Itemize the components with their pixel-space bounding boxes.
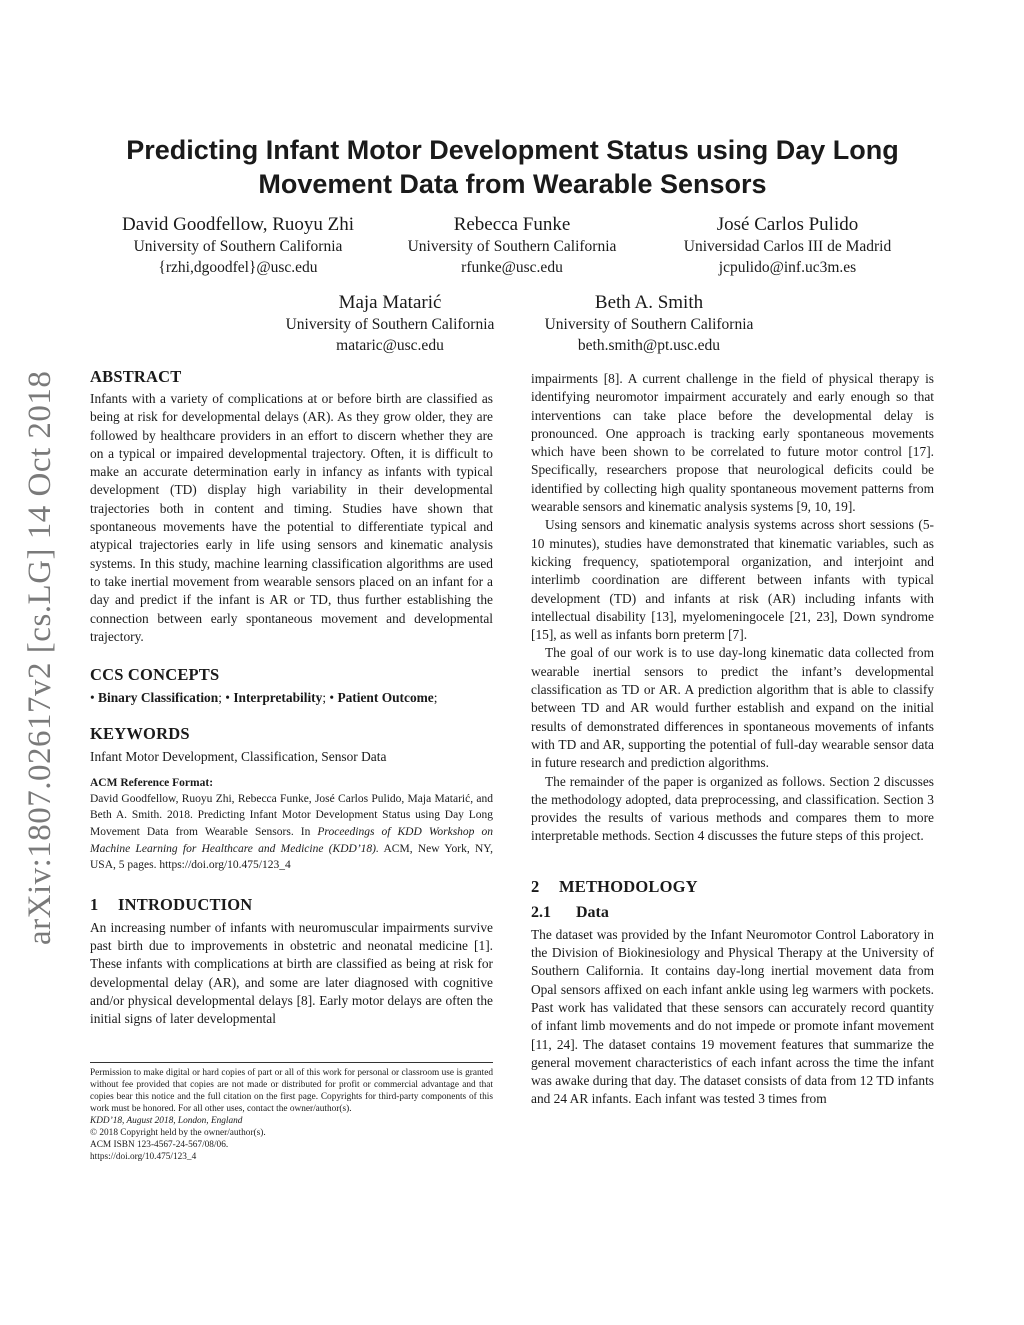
section-heading-methodology xyxy=(531,876,934,898)
ccs-concepts: • Binary Classification; • Interpretability; • Patient Outcome; xyxy=(90,690,438,706)
intro-paragraph-1: An increasing number of infants with neuromuscular impairments survive past birth due to improvements in obstetric and neonatal medicine [1]. These infants with complications at birth are classified as being at risk for developmental delay (AR), and some are later diagnosed with cognitive and/or physical developmental delays [8]. Early motor delays are often the initial signs of later developmental xyxy=(90,919,493,1027)
right-column xyxy=(531,370,934,1109)
acm-reference-part: David Goodfellow, Ruoyu Zhi, Rebecca Funke, José Carlos Pulido, Maja Matarić, and Beth A. Smith. 2018. Predicting Infant Motor Development Status using Day Long Movement Data from Wearable Sensors. In xyxy=(90,792,493,838)
section-number: 2 xyxy=(531,876,540,896)
intro-paragraph-1-continued: impairments [8]. A current challenge in the field of physical therapy is identifying neuromotor impairment accurately and early enough so that interventions can take place before the developmental delay is pronounced. One approach is tracking early spontaneous movements which have been shown to be correlated to future motor control [17]. Specifically, researchers propose that neurological deficits could be identified by collecting high quality spontaneous movement patterns from wearable sensors and kinematic analysis systems [9, 10, 19]. xyxy=(531,371,934,515)
doi-text: https://doi.org/10.475/123_4 xyxy=(90,1152,197,1162)
author-affiliation: Universidad Carlos III de Madrid xyxy=(683,238,892,255)
permission-footnote xyxy=(90,1062,493,1163)
ccs-item: Binary Classification xyxy=(98,690,219,706)
section-heading-introduction xyxy=(90,894,493,916)
ccs-item: Patient Outcome xyxy=(337,690,434,706)
author-block-1 xyxy=(98,214,378,278)
author-affiliation: University of Southern California xyxy=(285,316,495,333)
section-title: INTRODUCTION xyxy=(118,894,253,914)
abstract-text: Infants with a variety of complications at or before birth are classified as being at risk for developmental delays (AR). As they grow older, they are followed by healthcare providers in an effort to discern whether they are on a typical or impaired developmental trajectory. Often, it is difficult to make an accurate determination early in infancy as infants with typical development (TD) display high variability in their developmental trajectories both in content and timing. Studies have shown that spontaneous movements have the potential to differentiate typical and atypical trajectories early in life using sensors and kinematic analysis systems. In this study, machine learning classification algorithms are used to take inertial movement from wearable sensors placed on an infant for a day and predict if the infant is AR or TD, thus further establishing the connection between early spontaneous movement and developmental trajectory. xyxy=(90,391,493,644)
author-block-2 xyxy=(382,214,642,278)
author-block-5 xyxy=(520,292,778,356)
conference-venue: KDD’18, August 2018, London, England xyxy=(90,1116,243,1126)
subsection-heading-data xyxy=(531,902,934,924)
title-line-2: Movement Data from Wearable Sensors xyxy=(258,169,767,199)
subsection-title: Data xyxy=(576,903,609,921)
acm-reference-part: ACM, New York, NY, USA, 5 pages. https://doi.org/10.475/123_4 xyxy=(90,842,494,872)
author-name: Beth A. Smith xyxy=(594,292,704,313)
author-name: Maja Matarić xyxy=(338,292,442,313)
ccs-heading: CCS CONCEPTS xyxy=(90,665,220,685)
left-column xyxy=(90,366,493,1029)
acm-isbn: ACM ISBN 123-4567-24-567/08/06. xyxy=(90,1140,229,1150)
intro-paragraph-2: Using sensors and kinematic analysis systems across short sessions (5-10 minutes), studies have demonstrated that kinematic variables, such as kicking frequency, spatiotemporal organization, and interjoint and interlimb coordination are different between infants with typical development (TD) and infants at risk (AR) including infants with intellectual disability [13], myelomeningocele [21, 23], Down syndrome [15], as well as infants born preterm [7]. xyxy=(531,517,934,643)
section-title: METHODOLOGY xyxy=(559,876,698,896)
ccs-item: Interpretability xyxy=(233,690,323,706)
author-block-4 xyxy=(245,292,535,356)
author-affiliation: University of Southern California xyxy=(133,238,343,255)
keywords-text: Infant Motor Development, Classification, Sensor Data xyxy=(90,749,387,765)
abstract-heading: ABSTRACT xyxy=(90,367,182,386)
author-affiliation: University of Southern California xyxy=(407,238,617,255)
intro-paragraph-4: The remainder of the paper is organized as follows. Section 2 discusses the methodology adopted, data preprocessing, and classification. Section 3 provides the results of various methods and compares them to more interpretable methods. Section 4 discusses the future steps of this project. xyxy=(531,773,934,844)
copyright-notice: © 2018 Copyright held by the owner/author(s). xyxy=(90,1128,266,1138)
intro-paragraph-3: The goal of our work is to use day-long kinematic data collected from wearable inertial sensors to predict the infant’s developmental classification as TD or AR. A prediction algorithm that is able to classify between TD and AR would further establish and expand on the initial results of demonstrated differences in spontaneous movements of infants with TD and AR, supporting the potential of full-day wearable sensor data in future research and prediction algorithms. xyxy=(531,645,934,771)
section-number: 1 xyxy=(90,894,99,914)
author-email: mataric@usc.edu xyxy=(336,337,444,354)
author-email: beth.smith@pt.usc.edu xyxy=(577,337,721,354)
acm-reference-proceedings: Proceedings of KDD Workshop on Machine Learning for Healthcare and Medicine (KDD’18). xyxy=(90,825,493,855)
author-name: José Carlos Pulido xyxy=(716,214,859,235)
methodology-data-paragraph: The dataset was provided by the Infant Neuromotor Control Laboratory in the Division of Biokinesiology and Physical Therapy at the University of Southern California. It contains day-long inertial movement data from Opal sensors affixed on each infant ankle using leg warmers with pockets. Past work has validated that these sensors can accurately record quantity of infant limb movements and do not impede or promote infant movement [11, 24]. The dataset contains 19 movement features that summarize the general movement characteristics of each infant across the time the infant was awake during that day. The dataset consists of data from 12 TD infants and 24 AR infants. Each infant was tested 3 times from xyxy=(531,926,934,1107)
author-name: David Goodfellow, Ruoyu Zhi xyxy=(121,214,355,235)
author-affiliation: University of Southern California xyxy=(544,316,754,333)
acm-reference-text xyxy=(90,791,493,874)
author-name: Rebecca Funke xyxy=(453,214,571,235)
author-email: {rzhi,dgoodfel}@usc.edu xyxy=(158,259,318,276)
acm-reference-heading: ACM Reference Format: xyxy=(90,776,214,789)
keywords-heading: KEYWORDS xyxy=(90,724,190,744)
permission-text: Permission to make digital or hard copies of part or all of this work for personal or classroom use is granted without fee provided that copies are not made or distributed for profit or commercial advantage and that copies bear this notice and the full citation on the first page. Copyrights for third-party components of this work must be honored. For all other uses, contact the owner/author(s). xyxy=(90,1068,493,1114)
subsection-number: 2.1 xyxy=(531,903,551,921)
author-email: rfunke@usc.edu xyxy=(461,259,563,276)
arxiv-identifier: arXiv:1807.02617v2 [cs.LG] 14 Oct 2018 xyxy=(22,370,58,945)
author-email: jcpulido@inf.uc3m.es xyxy=(718,259,857,276)
title-line-1: Predicting Infant Motor Development Status using Day Long xyxy=(126,135,899,165)
author-block-3 xyxy=(660,214,915,278)
paper-title xyxy=(90,133,935,201)
